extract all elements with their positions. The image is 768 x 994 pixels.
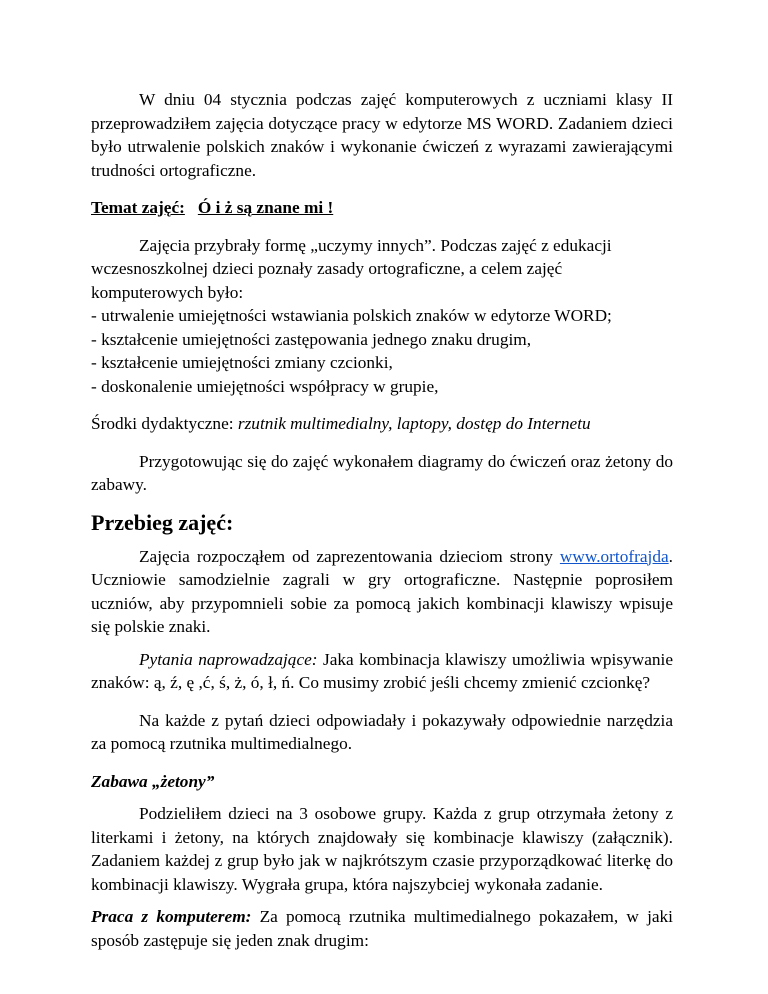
computer-paragraph xyxy=(91,905,673,952)
prep-paragraph: Przygotowując się do zajęć wykonałem diagramy do ćwiczeń oraz żetony do zabawy. xyxy=(91,451,673,494)
questions-label: Pytania naprowadzające: xyxy=(139,649,318,669)
questions-text: Jaka kombinacja klawiszy umożliwia wpisywanie znaków: ą, ź, ę ,ć, ś, ż, ó, ł, ń. Co musimy zrobić jeśli chcemy zmienić czcionkę? xyxy=(91,649,673,692)
intro-paragraph: W dniu 04 stycznia podczas zajęć komputerowych z uczniami klasy II przeprowadziłem zajęcia dotyczące pracy w edytorze MS WORD. Zadaniem dzieci było utrwalenie polskich znaków i wykonanie ćwiczeń z wyrazami zawierającymi trudności ortograficzne. xyxy=(91,90,673,180)
goal-item: - utrwalenie umiejętności wstawiania polskich znaków w edytorze WORD; xyxy=(91,306,612,325)
goal-item: - kształcenie umiejętności zastępowania jednego znaku drugim, xyxy=(91,329,532,349)
form-section xyxy=(91,234,673,399)
means-line xyxy=(91,412,673,436)
computer-label: Praca z komputerem: xyxy=(91,907,252,926)
course-paragraph-1 xyxy=(91,545,673,639)
goal-item: - doskonalenie umiejętności współpracy w grupie, xyxy=(91,376,439,396)
computer-text: Za pomocą rzutnika multimedialnego pokazałem, w jaki sposób zastępuje się jeden znak drugim: xyxy=(91,907,673,950)
answers-paragraph: Na każde z pytań dzieci odpowiadały i pokazywały odpowiednie narzędzia za pomocą rzutnika multimedialnego. xyxy=(91,710,673,753)
course-text-after: . Uczniowie samodzielnie zagrali w gry ortograficzne. Następnie poprosiłem uczniów, aby przypomnieli sobie za pomocą jakich kombinacji klawiszy wpisuje się polskie znaki. xyxy=(91,546,673,636)
game-heading xyxy=(91,770,673,794)
form-line-1: Zajęcia przybrały formę „uczymy innych”. Podczas zajęć z edukacji xyxy=(139,235,612,255)
goal-item: - kształcenie umiejętności zmiany czcionki, xyxy=(91,353,393,372)
course-heading: Przebieg zajęć: xyxy=(91,509,234,535)
topic-label: Temat zajęć: xyxy=(91,198,185,217)
form-line-2: wczesnoszkolnej dzieci poznały zasady ortograficzne, a celem zajęć xyxy=(91,259,563,278)
form-line-3: komputerowych było: xyxy=(91,282,244,302)
means-label: Środki dydaktyczne: xyxy=(91,414,238,433)
ortofrajda-link[interactable]: www.ortofrajda xyxy=(559,546,669,566)
course-text-before: Zajęcia rozpocząłem od zaprezentowania dzieciom strony xyxy=(139,546,560,566)
game-paragraph: Podzieliłem dzieci na 3 osobowe grupy. Każda z grup otrzymała żetony z literkami i żetony, na których znajdowały się kombinacje klawiszy (załącznik). Zadaniem każdej z grup było jak w najkrótszym czasie przyporządkować literkę do kombinacji klawiszy. Wygrała grupa, która najszybciej wykonała zadanie. xyxy=(91,804,673,894)
topic-line xyxy=(91,196,673,220)
means-value: rzutnik multimedialny, laptopy, dostęp do Internetu xyxy=(237,414,591,433)
document-page xyxy=(91,88,673,952)
topic-title: Ó i ż są znane mi ! xyxy=(197,198,334,217)
game-heading-text: Zabawa „żetony” xyxy=(91,771,215,791)
questions-paragraph xyxy=(91,648,673,695)
